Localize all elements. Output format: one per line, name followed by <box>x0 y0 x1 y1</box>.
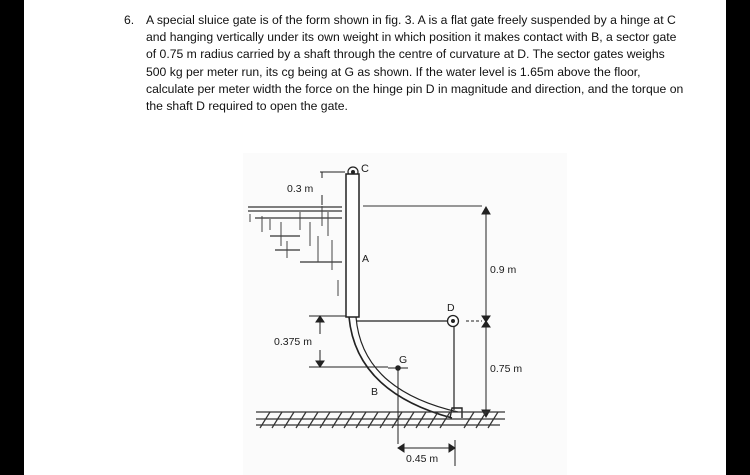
cg-g-marker <box>388 366 408 444</box>
water-hatch-marks <box>250 206 338 296</box>
label-a: A <box>362 253 370 265</box>
dim-gate-drop <box>309 316 388 367</box>
dim-top-width-label: 0.3 m <box>287 183 314 195</box>
flat-gate-a <box>346 174 359 317</box>
dim-right-vertical <box>482 207 490 417</box>
floor-hatching <box>256 412 505 428</box>
label-c: C <box>361 163 369 175</box>
dim-top-width <box>320 172 345 205</box>
dim-gate-drop-label: 0.375 m <box>274 336 312 348</box>
dim-base-width-label: 0.45 m <box>406 453 439 465</box>
gate-foot <box>450 408 462 418</box>
label-g: G <box>399 354 408 366</box>
label-d: D <box>447 302 455 314</box>
problem-number: 6. <box>124 13 135 27</box>
dim-upper-height-label: 0.9 m <box>490 264 517 276</box>
problem-text: A special sluice gate is of the form shown in fig. 3. A is a flat gate freely suspended by a hinge at C and hanging vertically under its own weight in which position it makes contact with B, a sector gate of 0.75 m radius carried by a shaft through the centre of curvature at D. The sector gates weighs 500 kg per meter run, its cg being at G as shown. If the water level is 1.65m above the floor, calculate per meter width the force on the hinge pin D in magnitude and direction, and the torque on the shaft D required to open the gate. <box>146 13 684 114</box>
shaft-d-symbol <box>448 316 459 327</box>
label-b: B <box>371 386 379 398</box>
dim-lower-height-label: 0.75 m <box>490 363 523 375</box>
